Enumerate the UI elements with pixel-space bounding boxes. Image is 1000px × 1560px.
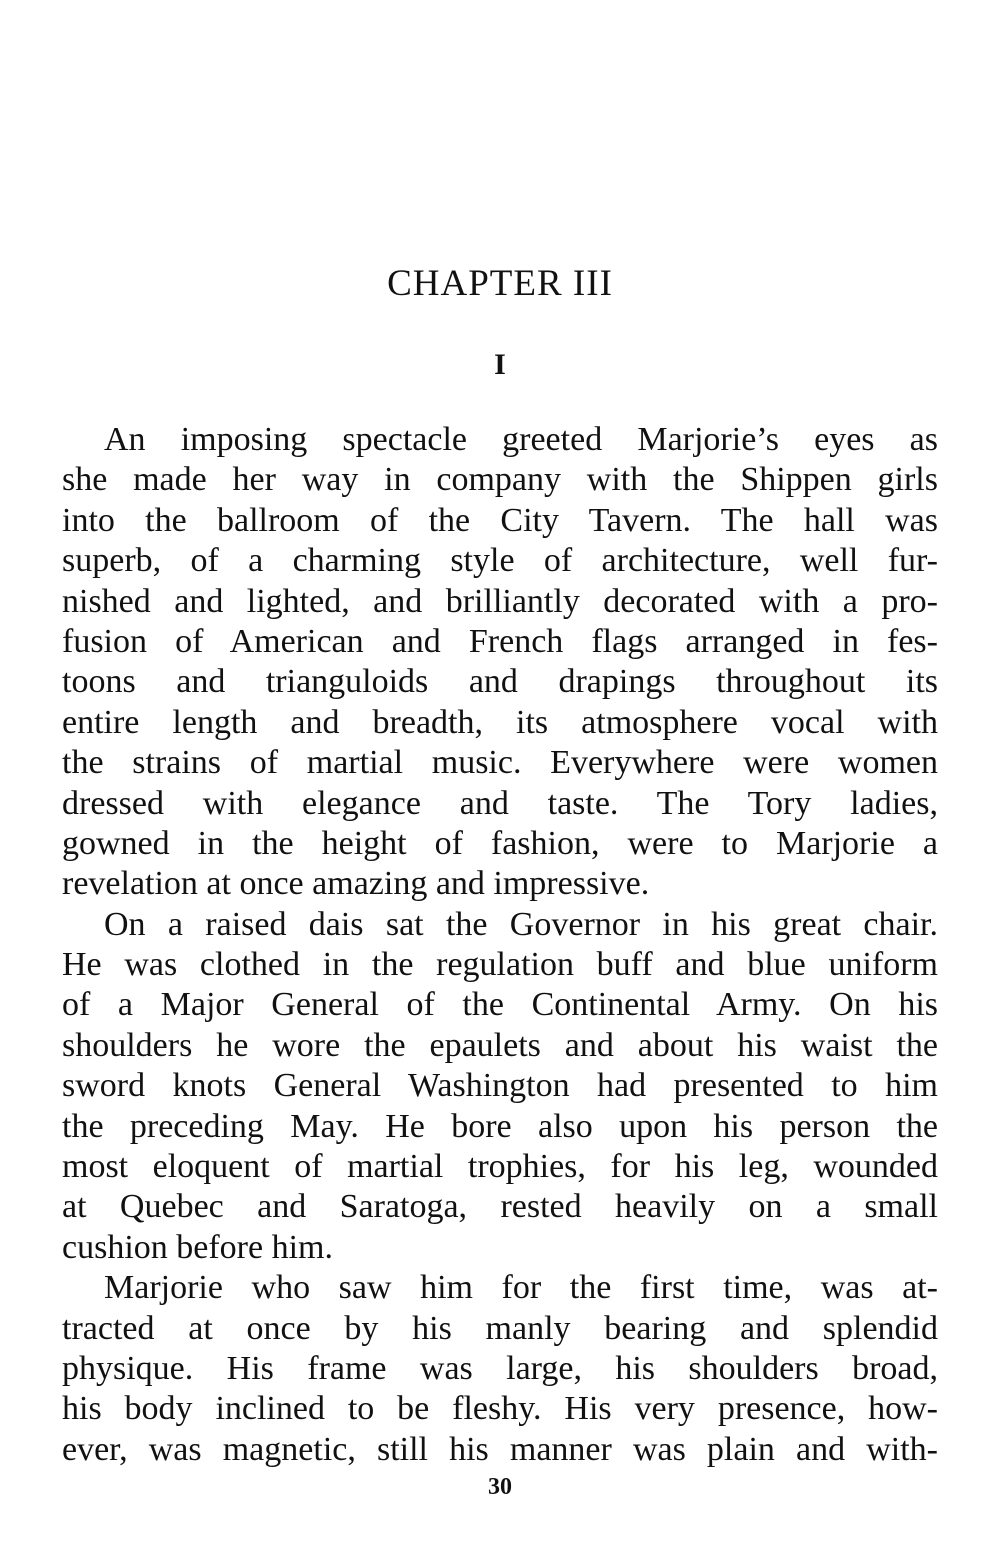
text-line: most eloquent of martial trophies, for his leg, wounded [62,1148,938,1186]
text-line: He was clothed in the regulation buff and blue uniform [62,946,938,984]
text-line: of a Major General of the Continental Army. On his [62,986,938,1024]
text-line: gowned in the height of fashion, were to Marjorie a [62,824,938,862]
paragraph [62,1268,938,1470]
text-line: Marjorie who saw him for the first time, was at- [104,1269,938,1307]
text-line: cushion before him. [62,1228,333,1266]
text-line: entire length and breadth, its atmosphere vocal with [62,703,938,741]
text-line: ever, was magnetic, still his manner was plain and with- [62,1430,938,1468]
body-text [62,420,938,1470]
text-line: the preceding May. He bore also upon his person the [62,1107,938,1145]
text-line: into the ballroom of the City Tavern. The hall was [62,501,938,539]
text-line: toons and trianguloids and drapings throughout its [62,663,938,701]
text-line: nished and lighted, and brilliantly decorated with a pro- [62,582,938,620]
text-line: revelation at once amazing and impressive. [62,865,650,903]
text-line: the strains of martial music. Everywhere were women [62,744,938,782]
text-line: she made her way in company with the Shippen girls [62,461,938,499]
text-line: tracted at once by his manly bearing and splendid [62,1309,938,1347]
text-line: shoulders he wore the epaulets and about his waist the [62,1026,938,1064]
text-line: physique. His frame was large, his shoulders broad, [62,1349,938,1387]
chapter-title: CHAPTER III [387,263,613,304]
paragraph [62,905,938,1269]
text-line: On a raised dais sat the Governor in his great chair. [104,905,938,943]
text-line: his body inclined to be fleshy. His very presence, how- [62,1390,938,1428]
text-line: dressed with elegance and taste. The Tory ladies, [62,784,938,822]
text-line: sword knots General Washington had presented to him [62,1067,938,1105]
paragraph [62,420,938,905]
text-line: at Quebec and Saratoga, rested heavily on a small [62,1188,938,1226]
text-line: superb, of a charming style of architecture, well fur- [62,542,938,580]
text-line: fusion of American and French flags arranged in fes- [62,622,938,660]
section-number: I [494,348,506,381]
page-number: 30 [488,1474,512,1500]
text-line: An imposing spectacle greeted Marjorie’s eyes as [104,421,938,458]
